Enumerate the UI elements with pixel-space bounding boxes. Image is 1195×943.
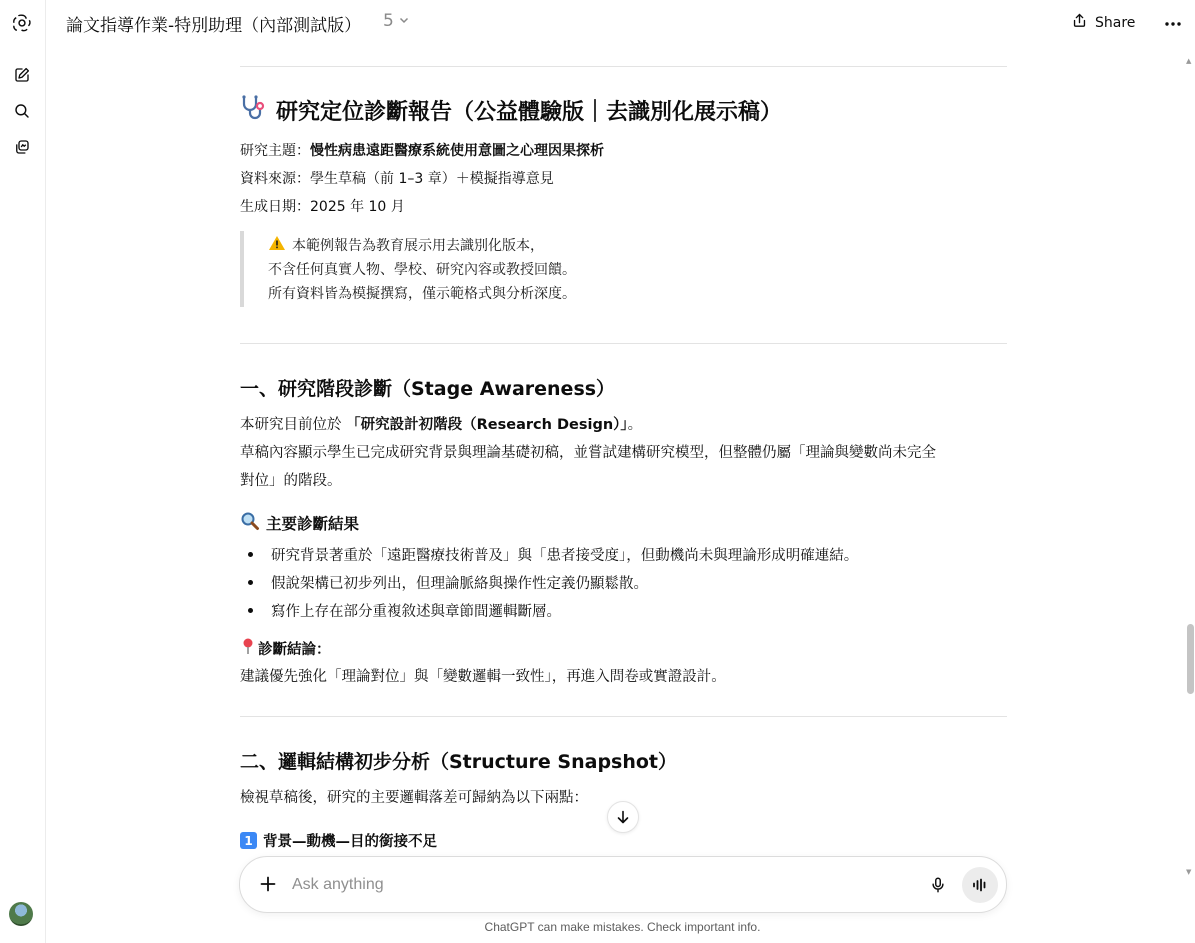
list-item (248, 544, 858, 565)
stage-prefix: 本研究目前位於 (240, 417, 342, 433)
list-item (248, 572, 648, 593)
section-heading-structure: 二、邏輯結構初步分析（Structure Snapshot） (240, 751, 678, 773)
notice-line-1 (268, 235, 544, 255)
structure-item-1-text: 背景—動機—目的銜接不足 (263, 834, 437, 850)
scroll-up-arrow-icon[interactable]: ▲ (1186, 57, 1192, 65)
list-item (248, 600, 561, 621)
waveform-icon (972, 878, 988, 892)
keycap-one-icon: 1 (240, 832, 257, 849)
conclusion-text: 建議優先強化「理論對位」與「變數邏輯一致性」，再進入問卷或實證設計。 (240, 669, 726, 685)
new-chat-icon[interactable] (9, 62, 35, 88)
composer (239, 856, 1007, 913)
arrow-down-icon (615, 809, 631, 825)
topic-label: 研究主題： (240, 143, 310, 159)
notice-line-3: 所有資料皆為模擬撰寫，僅示範格式與分析深度。 (268, 286, 576, 302)
version-number: 5 (383, 11, 394, 31)
notice-text-1: 本範例報告為教育展示用去識別化版本， (292, 238, 544, 254)
research-topic (240, 140, 604, 160)
topic-value: 慢性病患遠距醫療系統使用意圖之心理因果探析 (310, 143, 604, 159)
divider (240, 716, 1007, 717)
report-title-text: 研究定位診斷報告（公益體驗版｜去識別化展示稿） (276, 99, 783, 125)
finding-text: 假說架構已初步列出，但理論脈絡與操作性定義仍顯鬆散。 (271, 576, 648, 592)
stage-paragraph (240, 413, 642, 434)
prompt-input[interactable] (292, 874, 892, 896)
conclusion-title: 診斷結論： (258, 641, 331, 658)
share-button[interactable] (1071, 12, 1135, 33)
share-label: Share (1095, 14, 1136, 31)
finding-text: 研究背景著重於「遠距醫療技術普及」與「患者接受度」，但動機尚未與理論形成明確連結。 (271, 548, 859, 564)
microphone-icon[interactable] (926, 873, 950, 897)
voice-mode-button[interactable] (962, 867, 998, 903)
bullet (248, 580, 253, 585)
generation-date: 生成日期：2025 年 10 月 (240, 199, 405, 215)
finding-text: 寫作上存在部分重複敘述與章節間邏輯斷層。 (271, 604, 561, 620)
stethoscope-icon (240, 94, 268, 126)
scroll-to-bottom-button[interactable] (607, 801, 639, 833)
warning-icon (268, 235, 286, 255)
conversation-title[interactable]: 論文指導作業-特別助理（內部測試版） (66, 16, 362, 36)
chevron-down-icon (398, 11, 410, 31)
section-heading-stage: 一、研究階段診斷（Stage Awareness） (240, 378, 616, 400)
stage-suffix: 。 (627, 417, 643, 433)
left-rail (0, 0, 46, 943)
notice-line-2: 不含任何真實人物、學校、研究內容或教授回饋。 (268, 262, 576, 278)
divider (240, 66, 1007, 67)
attach-plus-icon[interactable] (256, 872, 280, 896)
draft-paragraph-line-1: 草稿內容顯示學生已完成研究背景與理論基礎初稿，並嘗試建構研究模型，但整體仍屬「理論與變數尚未完全 (240, 445, 936, 461)
notice-blockquote (240, 231, 660, 307)
report-title (240, 94, 782, 126)
findings-title: 主要診斷結果 (266, 515, 360, 533)
findings-heading (240, 511, 359, 535)
share-icon (1071, 12, 1088, 33)
bullet (248, 608, 253, 613)
pin-icon (240, 637, 256, 659)
divider (240, 343, 1007, 344)
disclaimer-text: ChatGPT can make mistakes. Check important info. (484, 920, 761, 934)
scroll-down-arrow-icon[interactable]: ▼ (1186, 868, 1192, 876)
structure-intro: 檢視草稿後，研究的主要邏輯落差可歸納為以下兩點： (240, 790, 588, 806)
scrollbar-track[interactable] (1183, 56, 1195, 876)
openai-logo-icon[interactable] (9, 10, 35, 36)
structure-item-1 (240, 830, 437, 851)
draft-paragraph-line-2: 對位」的階段。 (240, 473, 342, 489)
version-selector[interactable] (383, 11, 410, 31)
library-icon[interactable] (9, 134, 35, 160)
magnifier-icon (240, 511, 260, 535)
conclusion-heading (240, 637, 331, 659)
data-source: 資料來源：學生草稿（前 1–3 章）＋模擬指導意見 (240, 171, 554, 187)
bullet (248, 552, 253, 557)
top-bar (47, 0, 1195, 48)
stage-bold: 「研究設計初階段（Research Design）」 (346, 417, 628, 433)
scrollbar-thumb[interactable] (1187, 624, 1194, 694)
search-icon[interactable] (9, 98, 35, 124)
more-options-icon[interactable] (1161, 12, 1185, 36)
